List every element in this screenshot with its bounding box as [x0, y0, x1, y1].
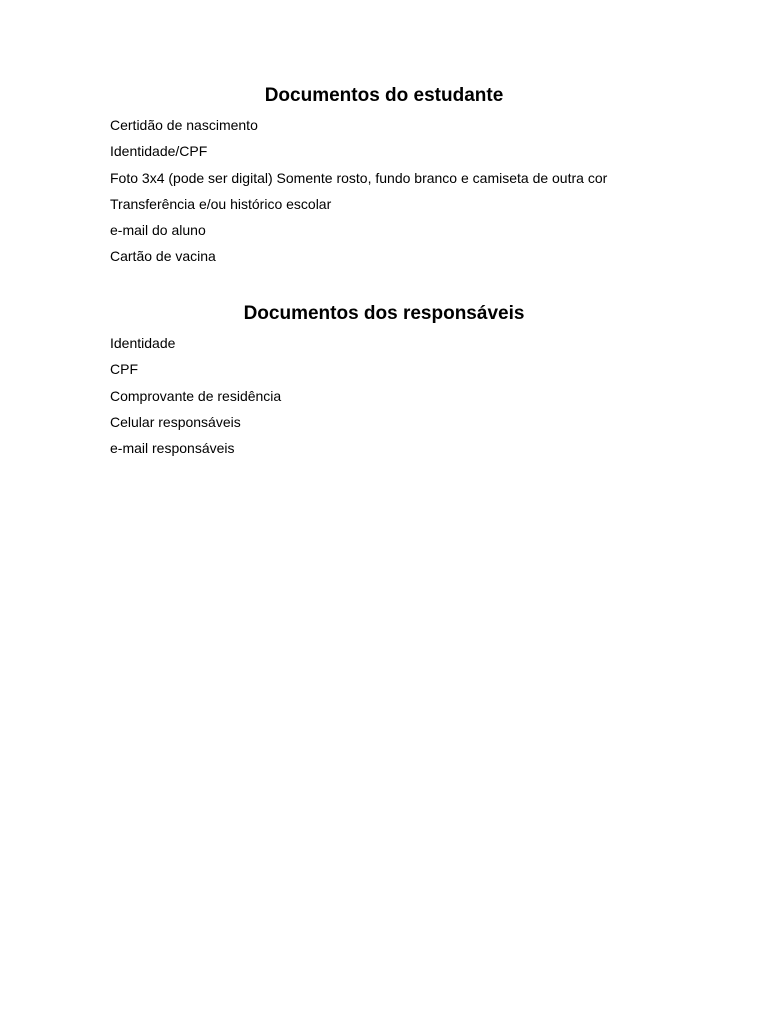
list-item: Celular responsáveis — [110, 413, 241, 430]
section-title-student-documents: Documentos do estudante — [264, 85, 504, 106]
list-item: Identidade/CPF — [110, 143, 208, 160]
section-title-guardian-documents: Documentos dos responsáveis — [243, 303, 525, 324]
list-item: Transferência e/ou histórico escolar — [110, 195, 332, 212]
list-item: Certidão de nascimento — [110, 117, 258, 133]
list-item: Identidade — [110, 335, 176, 351]
list-item: e-mail responsáveis — [110, 440, 235, 457]
list-item: CPF — [110, 361, 138, 378]
guardian-documents-list — [110, 334, 281, 465]
list-item: Cartão de vacina — [110, 248, 216, 265]
list-item: Foto 3x4 (pode ser digital) Somente rosto, fundo branco e camiseta de outra cor — [110, 169, 608, 186]
list-item: e-mail do aluno — [110, 222, 206, 239]
list-item: Comprovante de residência — [110, 387, 282, 404]
student-documents-list — [110, 116, 607, 274]
